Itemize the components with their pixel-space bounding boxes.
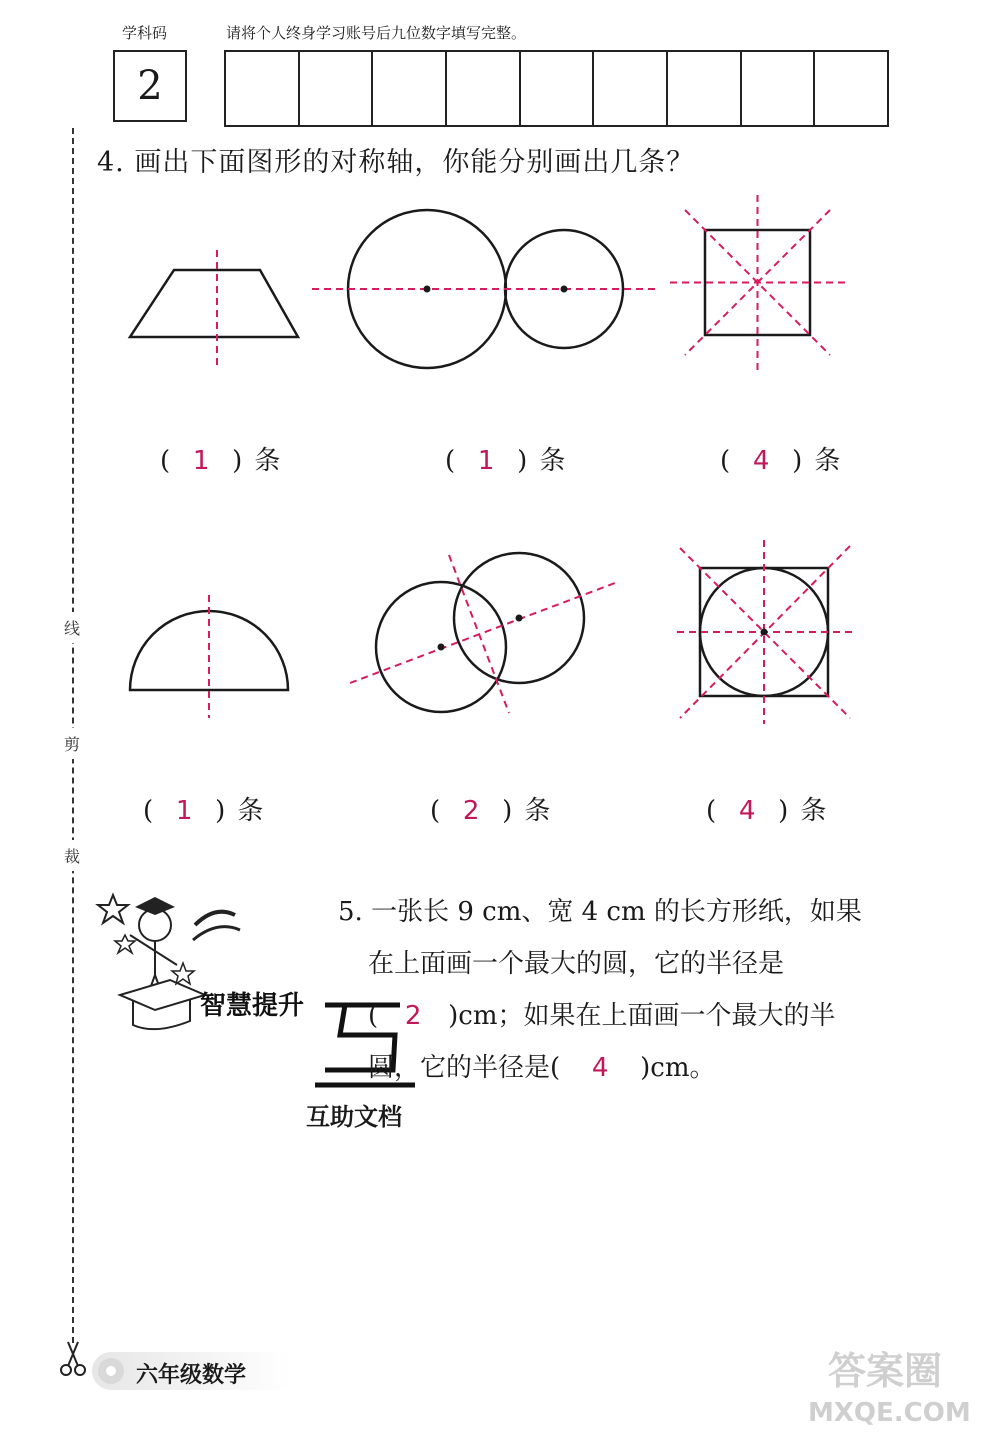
wisdom-badge: 智慧提升 [200, 991, 305, 1021]
q5-answer-radius-circle: 2 [404, 1001, 422, 1031]
q4-prompt: 4. 画出下面图形的对称轴，你能分别画出几条？ [97, 147, 695, 178]
answer-value: 4 [738, 796, 756, 826]
stamp-text: 互助文档 [306, 1103, 402, 1131]
subject-code-box [113, 50, 187, 122]
digit-box[interactable] [445, 50, 521, 127]
cut-label-cut: 剪 [64, 728, 80, 759]
answer-value: 4 [752, 446, 770, 476]
watermark-logo: 答案圈 [828, 1349, 943, 1393]
two-circles-figure [310, 205, 660, 375]
footer-label: 六年级数学 [136, 1363, 247, 1388]
digit-box[interactable] [740, 50, 816, 127]
q5-line-4: 圆，它的半径是( 4 )cm。 [368, 1042, 716, 1094]
digit-box[interactable] [298, 50, 374, 127]
answer-value: 2 [462, 796, 480, 826]
watermark-url: MXQE.COM [808, 1398, 971, 1428]
circle-in-square-figure [672, 540, 862, 730]
digit-box[interactable] [666, 50, 742, 127]
q4-answer-2: ( 1 ) 条 [445, 440, 565, 477]
q4-answer-4: ( 1 ) 条 [143, 790, 263, 827]
scissors-icon [58, 1338, 88, 1378]
unit-label: 条 [524, 796, 551, 826]
q5-line-1: 5. 一张长 9 cm、宽 4 cm 的长方形纸，如果 [338, 897, 862, 927]
subject-code-value: 2 [137, 63, 163, 109]
answer-value: 1 [477, 446, 495, 476]
unit-label: 条 [814, 446, 841, 476]
digit-box[interactable] [224, 50, 300, 127]
digit-box[interactable] [813, 50, 889, 127]
trapezoid-figure [120, 240, 310, 380]
q5-line-3: ( 2 )cm；如果在上面画一个最大的半 [368, 990, 836, 1042]
flower-icon [96, 1356, 126, 1386]
q4-answer-3: ( 4 ) 条 [720, 440, 840, 477]
q4-answer-6: ( 4 ) 条 [706, 790, 826, 827]
square-figure [665, 190, 855, 380]
account-digit-boxes [226, 50, 889, 127]
semicircle-figure [120, 580, 300, 720]
digit-box[interactable] [371, 50, 447, 127]
unit-label: 条 [237, 796, 264, 826]
digit-box[interactable] [592, 50, 668, 127]
subject-code-label: 学科码 [122, 24, 168, 42]
q5-line-2: 在上面画一个最大的圆，它的半径是 [368, 949, 785, 979]
digit-box[interactable] [519, 50, 595, 127]
q4-answer-5: ( 2 ) 条 [430, 790, 550, 827]
overlapping-circles-figure [345, 545, 625, 725]
answer-value: 1 [175, 796, 193, 826]
unit-label: 条 [539, 446, 566, 476]
unit-label: 条 [254, 446, 281, 476]
cut-label-line: 线 [64, 612, 80, 643]
q4-answer-1: ( 1 ) 条 [160, 440, 280, 477]
q5-answer-radius-semicircle: 4 [591, 1053, 609, 1083]
unit-label: 条 [800, 796, 827, 826]
account-instruction: 请将个人终身学习账号后九位数字填写完整。 [226, 24, 527, 42]
cut-label-trim: 裁 [64, 840, 80, 871]
answer-value: 1 [192, 446, 210, 476]
